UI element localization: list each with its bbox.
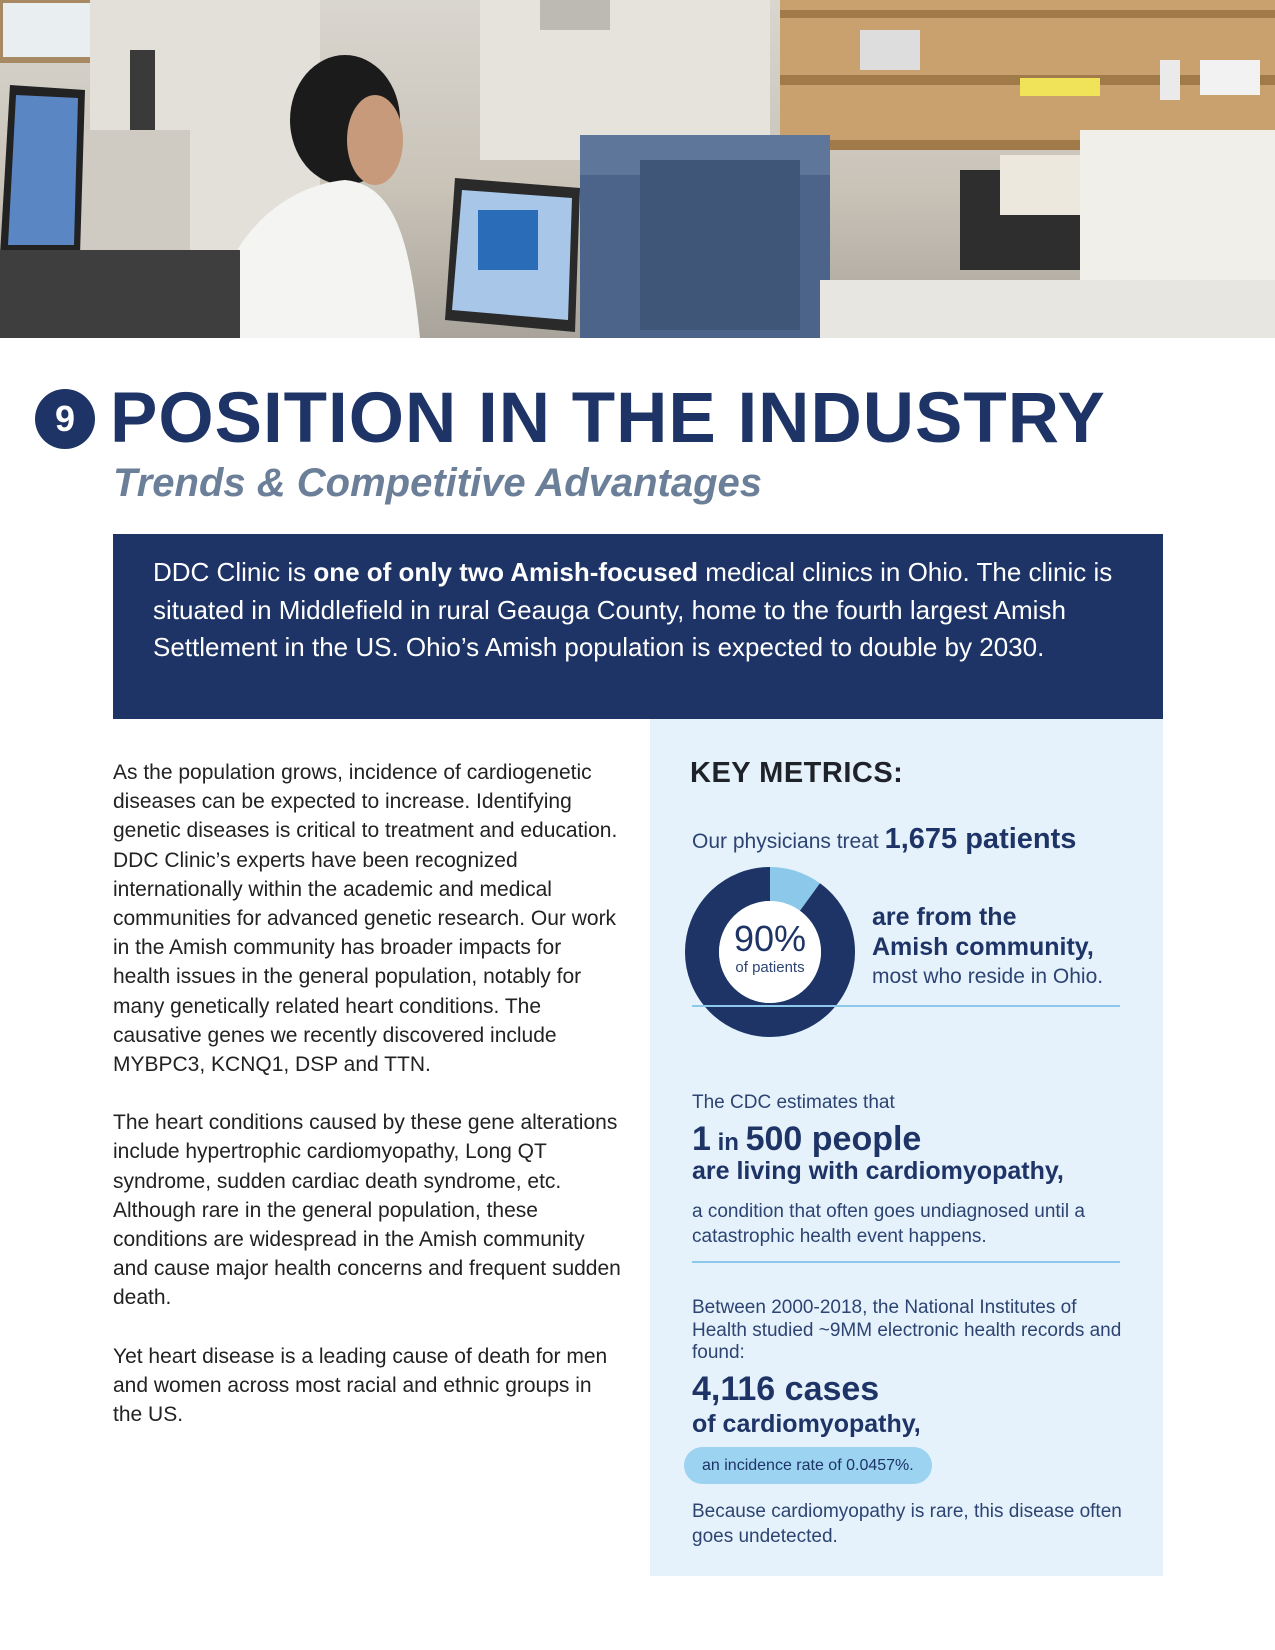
donut-sub-label: of patients [735,959,805,976]
body-paragraph-1: As the population grows, incidence of cardiogenetic diseases can be expected to increase. Identifying genetic diseases is critical to treatment and education. DDC Clinic’s experts have been recognized internationally within the academic and medical communities for advanced genetic research. Our work in the Amish community has broader impacts for health issues in the general population, notably for many genetically related heart conditions. The causative genes we recently discovered include MYBPC3, KCNQ1, DSP and TTN. [113,761,618,1077]
intro-text-part2: medical clinics in Ohio. The clinic is situated in Middlefield in rural Geauga County, home to the fourth largest Amish Settlement in the US. Ohio’s Amish population is expected to double by 2030. [153,557,1113,662]
intro-callout [113,534,1163,719]
nih-note: Because cardiomyopathy is rare, this disease often goes undetected. [692,1501,1122,1547]
body-text-column [113,758,623,1458]
key-metrics-panel [650,719,1163,1576]
page-subtitle: Trends & Competitive Advantages [113,461,763,505]
divider-1 [692,1005,1120,1007]
donut-percent-label: 90% [733,918,807,959]
cdc-num-2: 500 people [745,1120,922,1158]
cdc-bold-line: are living with cardiomyopathy, [692,1157,1064,1185]
cdc-in: in [710,1129,746,1156]
cdc-intro: The CDC estimates that [692,1092,895,1113]
nih-statistic: 4,116 cases [692,1370,880,1408]
amish-line-1: are from the [872,903,1017,931]
patients-prefix: Our physicians treat [692,830,885,853]
header-photo [0,0,1275,338]
section-number-badge: 9 [35,389,95,449]
nih-intro: Between 2000-2018, the National Institutes of Health studied ~9MM electronic health records and found: [692,1297,1122,1363]
amish-line-2: Amish community, [872,933,1094,961]
intro-text-part1: DDC Clinic is [153,557,314,587]
cdc-note: a condition that often goes undiagnosed until a catastrophic health event happens. [692,1201,1085,1247]
lab-scene-illustration [0,0,1275,338]
patients-line [692,823,1076,856]
body-paragraph-3: Yet heart disease is a leading cause of death for men and women across most racial and ethnic groups in the US. [113,1344,608,1427]
amish-bold-text [872,902,1094,962]
divider-2 [692,1261,1120,1263]
page-title: POSITION IN THE INDUSTRY [110,379,1106,458]
amish-line-3: most who reside in Ohio. [872,965,1104,988]
key-metrics-heading: KEY METRICS: [690,757,904,789]
intro-text-bold: one of only two Amish-focused [313,557,699,587]
cdc-num-1: 1 [692,1120,711,1158]
patients-count: 1,675 patients [884,823,1077,855]
incidence-rate-pill: an incidence rate of 0.0457%. [684,1447,932,1484]
nih-bold-line: of cardiomyopathy, [692,1410,921,1438]
body-paragraph-2: The heart conditions caused by these gene alterations include hypertrophic cardiomyopathy, Long QT syndrome, sudden cardiac death syndrome, etc. Although rare in the general population, these conditions are widespread in the Amish community and cause major health concerns and frequent sudden death. [113,1111,621,1310]
